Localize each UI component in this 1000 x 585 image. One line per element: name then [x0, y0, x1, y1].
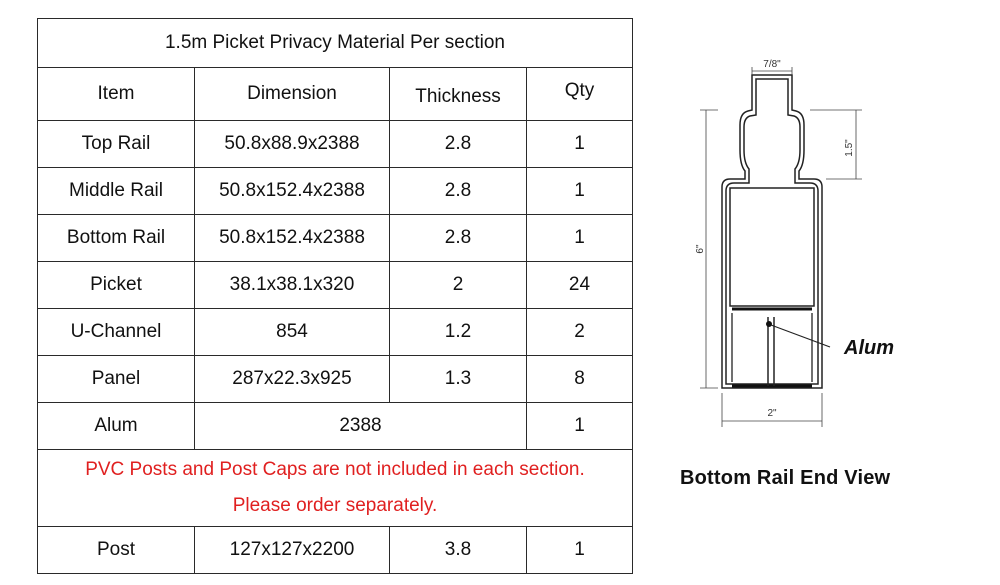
header-qty: Qty — [527, 68, 633, 121]
drawing-caption: Bottom Rail End View — [680, 467, 891, 489]
cell-qty: 1 — [527, 215, 633, 262]
cell-thickness: 3.8 — [390, 527, 527, 574]
cell-item: Bottom Rail — [38, 215, 195, 262]
dim-right-label: 1.5" — [844, 139, 855, 157]
table-row — [38, 215, 633, 262]
table-row-post — [38, 527, 633, 574]
table-row — [38, 356, 633, 403]
cell-qty: 1 — [527, 121, 633, 168]
cell-item: Post — [38, 527, 195, 574]
cell-qty: 24 — [527, 262, 633, 309]
cell-item: Middle Rail — [38, 168, 195, 215]
table-row — [38, 309, 633, 356]
cell-dimension: 287x22.3x925 — [195, 356, 390, 403]
cell-item: Picket — [38, 262, 195, 309]
table-row-alum — [38, 403, 633, 450]
cell-thickness: 2 — [390, 262, 527, 309]
cell-qty: 1 — [527, 168, 633, 215]
cell-item: U-Channel — [38, 309, 195, 356]
header-thickness: Thickness — [390, 68, 527, 121]
cell-dimension: 127x127x2200 — [195, 527, 390, 574]
cell-qty: 1 — [527, 527, 633, 574]
cell-dimension: 50.8x152.4x2388 — [195, 215, 390, 262]
cell-dimension: 50.8x88.9x2388 — [195, 121, 390, 168]
order-note — [38, 450, 633, 527]
dim-bottom-label: 2" — [767, 408, 777, 419]
material-table — [37, 18, 633, 574]
cell-thickness: 1.3 — [390, 356, 527, 403]
cell-item: Top Rail — [38, 121, 195, 168]
cell-qty: 1 — [527, 403, 633, 450]
header-dimension: Dimension — [195, 68, 390, 121]
table-header-row — [38, 68, 633, 121]
alum-callout-dot — [766, 321, 772, 327]
cell-thickness: 2.8 — [390, 168, 527, 215]
cell-item: Panel — [38, 356, 195, 403]
bottom-rail-end-view-drawing — [670, 55, 910, 440]
cell-thickness: 2.8 — [390, 215, 527, 262]
dim-top-label: 7/8" — [763, 59, 781, 70]
cell-dimension: 854 — [195, 309, 390, 356]
table-row — [38, 262, 633, 309]
cell-dimension: 38.1x38.1x320 — [195, 262, 390, 309]
header-item: Item — [38, 68, 195, 121]
order-note-line1: PVC Posts and Post Caps are not included in each section. — [85, 459, 585, 480]
cell-dimension: 2388 — [195, 403, 527, 450]
alum-callout-label: Alum — [844, 337, 894, 359]
cell-qty: 8 — [527, 356, 633, 403]
table-title: 1.5m Picket Privacy Material Per section — [38, 19, 633, 68]
cell-thickness: 2.8 — [390, 121, 527, 168]
cell-qty: 2 — [527, 309, 633, 356]
cell-dimension: 50.8x152.4x2388 — [195, 168, 390, 215]
cell-thickness: 1.2 — [390, 309, 527, 356]
cell-item: Alum — [38, 403, 195, 450]
table-row — [38, 168, 633, 215]
dim-left-label: 6" — [695, 244, 706, 254]
table-row — [38, 121, 633, 168]
order-note-line2: Please order separately. — [232, 495, 438, 516]
